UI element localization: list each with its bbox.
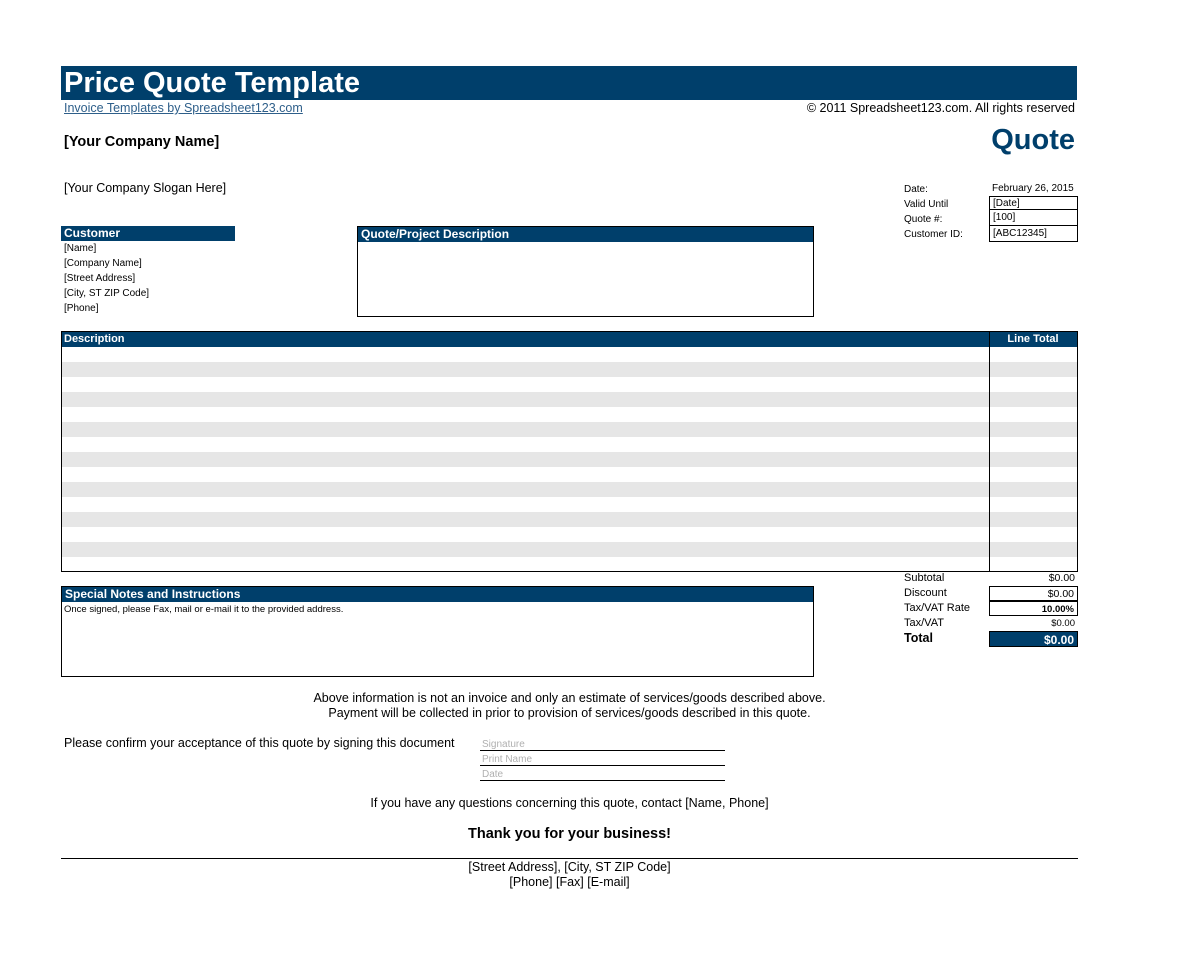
column-divider: [989, 332, 990, 571]
special-notes-box[interactable]: [61, 586, 814, 677]
total-label: Total: [904, 631, 933, 645]
subtotal-value: $0.00: [1048, 572, 1075, 584]
footer-divider: [61, 858, 1078, 859]
table-row[interactable]: [62, 482, 1077, 497]
footer-contact: [Phone] [Fax] [E-mail]: [509, 875, 630, 889]
customer-city-field[interactable]: [City, ST ZIP Code]: [64, 288, 150, 299]
table-row[interactable]: [62, 497, 1077, 512]
project-description-box[interactable]: [357, 226, 814, 317]
table-row[interactable]: [62, 347, 1077, 362]
print-name-line: [480, 765, 725, 766]
quote-heading: Quote: [991, 124, 1075, 156]
date-line: [480, 780, 725, 781]
subtotal-label: Subtotal: [904, 572, 945, 584]
acceptance-prompt: Please confirm your acceptance of this quote by signing this document: [64, 736, 455, 750]
special-notes-heading: Special Notes and Instructions: [62, 587, 813, 602]
special-notes-text: Once signed, please Fax, mail or e-mail it to the provided address.: [64, 604, 344, 615]
customer-id-label: Customer ID:: [904, 229, 963, 240]
quote-number-label: Quote #:: [904, 214, 943, 225]
tax-label: Tax/VAT: [904, 617, 944, 629]
table-row[interactable]: [62, 407, 1077, 422]
table-row[interactable]: [62, 437, 1077, 452]
tax-value: $0.00: [1051, 618, 1075, 629]
discount-label: Discount: [904, 587, 947, 599]
templates-link[interactable]: Invoice Templates by Spreadsheet123.com: [64, 101, 303, 115]
date-value[interactable]: February 26, 2015: [992, 183, 1074, 194]
table-row[interactable]: [62, 512, 1077, 527]
table-header: [62, 332, 1077, 347]
page-title: Price Quote Template: [64, 67, 360, 99]
signature-date-field[interactable]: Date: [482, 769, 504, 780]
table-row[interactable]: [62, 542, 1077, 557]
line-total-column-header: Line Total: [1007, 333, 1059, 345]
questions-text: If you have any questions concerning this quote, contact [Name, Phone]: [370, 796, 769, 810]
company-name[interactable]: [Your Company Name]: [64, 134, 220, 150]
disclaimer-line-1: Above information is not an invoice and only an estimate of services/goods described above.: [313, 691, 826, 705]
footer-address: [Street Address], [City, ST ZIP Code]: [468, 860, 671, 874]
total-value: $0.00: [989, 631, 1078, 647]
print-name-field[interactable]: Print Name: [482, 754, 533, 765]
signature-field[interactable]: Signature: [482, 739, 525, 750]
customer-phone-field[interactable]: [Phone]: [64, 303, 99, 314]
discount-field[interactable]: $0.00: [989, 586, 1078, 601]
table-row[interactable]: [62, 467, 1077, 482]
customer-id-field[interactable]: [ABC12345]: [989, 226, 1078, 242]
table-row[interactable]: [62, 452, 1077, 467]
line-items-table: [61, 331, 1078, 572]
valid-until-label: Valid Until: [904, 199, 949, 210]
company-slogan[interactable]: [Your Company Slogan Here]: [64, 181, 227, 195]
thank-you-text: Thank you for your business!: [467, 826, 672, 842]
copyright-text: © 2011 Spreadsheet123.com. All rights reserved: [806, 101, 1075, 115]
project-description-heading: Quote/Project Description: [358, 227, 813, 242]
description-column-header: Description: [64, 333, 125, 345]
signature-line: [480, 750, 725, 751]
tax-rate-label: Tax/VAT Rate: [904, 602, 971, 614]
tax-rate-field[interactable]: 10.00%: [989, 601, 1078, 616]
customer-street-field[interactable]: [Street Address]: [64, 273, 136, 284]
table-row[interactable]: [62, 392, 1077, 407]
table-row[interactable]: [62, 377, 1077, 392]
customer-heading: Customer: [61, 226, 235, 241]
quote-number-field[interactable]: [100]: [989, 210, 1078, 226]
table-row[interactable]: [62, 422, 1077, 437]
customer-name-field[interactable]: [Name]: [64, 243, 97, 254]
customer-company-field[interactable]: [Company Name]: [64, 258, 142, 269]
table-row[interactable]: [62, 362, 1077, 377]
date-label: Date:: [904, 184, 928, 195]
table-row[interactable]: [62, 527, 1077, 542]
disclaimer-line-2: Payment will be collected in prior to provision of services/goods described in this quote.: [328, 706, 811, 720]
valid-until-field[interactable]: [Date]: [989, 196, 1078, 210]
